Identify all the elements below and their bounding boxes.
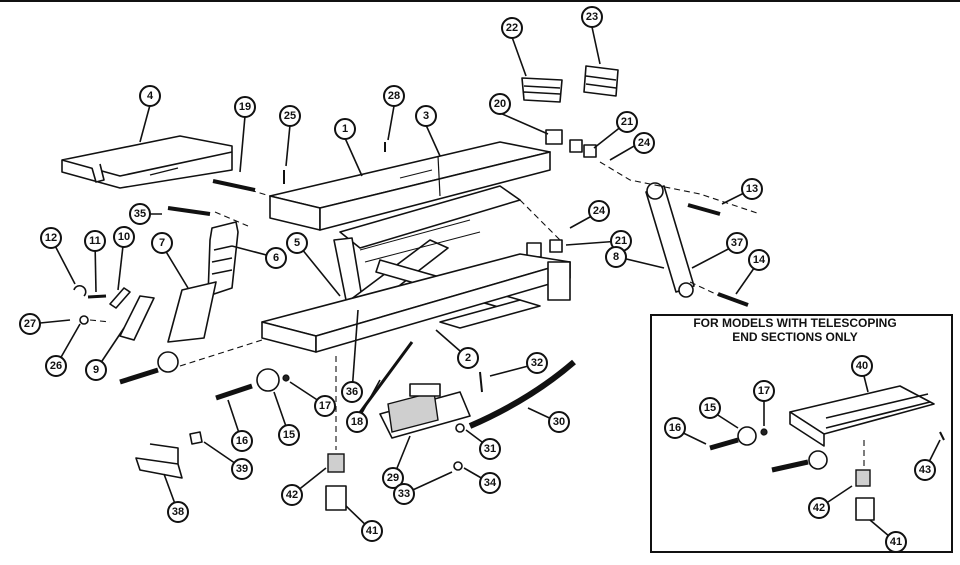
svg-text:3: 3 [422,110,430,122]
svg-text:16: 16 [668,422,682,434]
pad-22 [522,78,562,102]
callout-28 [384,86,404,106]
callout-35 [130,204,150,224]
svg-text:31: 31 [483,443,497,455]
latch-9 [120,296,154,340]
callout-16 [232,431,252,451]
hinge-20 [546,130,562,144]
inset-callout-16 [665,418,685,438]
callout-33 [394,484,414,504]
inset-callout-42 [809,498,829,518]
clip-12 [74,286,86,296]
callout-22 [502,18,522,38]
bracket-10 [110,288,130,308]
nut-17 [283,375,289,381]
extension-platform [62,136,232,188]
callout-8 [606,247,626,267]
inset-callout-17 [754,381,774,401]
telescoping-inset [651,315,952,552]
callout-5 [287,233,307,253]
pad-23 [584,66,618,96]
svg-text:28: 28 [387,90,401,102]
svg-text:24: 24 [637,137,651,149]
callout-2 [458,348,478,368]
svg-text:41: 41 [365,525,379,537]
svg-text:39: 39 [235,463,249,475]
svg-text:23: 23 [585,11,599,23]
callout-27 [20,314,40,334]
callout-39 [232,459,252,479]
svg-text:35: 35 [133,208,147,220]
bolt-39 [190,432,202,444]
svg-text:27: 27 [23,318,37,330]
pin-13 [688,205,720,214]
callout-30 [549,412,569,432]
svg-text:16: 16 [235,435,249,447]
svg-text:5: 5 [293,237,301,249]
svg-text:18: 18 [350,416,364,428]
svg-text:10: 10 [117,231,131,243]
callout-36 [342,382,362,402]
callout-12 [41,228,61,248]
callout-38 [168,502,188,522]
svg-text:24: 24 [592,205,606,217]
hinge-21a [570,140,582,152]
svg-text:17: 17 [318,400,332,412]
callout-15 [279,425,299,445]
bolt-left [120,370,158,382]
svg-text:21: 21 [620,116,634,128]
callout-24-mid [589,201,609,221]
svg-text:34: 34 [483,477,497,489]
callout-24-top [634,133,654,153]
svg-text:7: 7 [158,237,166,249]
callout-4 [140,86,160,106]
inset-callout-15 [700,398,720,418]
svg-text:20: 20 [493,98,507,110]
pin-14 [718,294,748,305]
callout-31 [480,439,500,459]
callout-37 [727,233,747,253]
svg-text:42: 42 [285,489,299,501]
hinge-21d [550,240,562,252]
svg-text:38: 38 [171,506,185,518]
svg-text:6: 6 [272,252,280,264]
bracket-38 [136,444,182,478]
svg-text:9: 9 [92,364,100,376]
callout-11 [85,231,105,251]
inset-title-line1: FOR MODELS WITH TELESCOPING [693,316,897,330]
strut-8-37 [646,183,694,297]
callout-14 [749,250,769,270]
svg-text:40: 40 [855,360,869,372]
svg-text:17: 17 [757,385,771,397]
callout-41 [362,521,382,541]
spring-42 [328,454,344,472]
callout-9 [86,360,106,380]
svg-text:41: 41 [889,536,903,548]
svg-text:25: 25 [283,110,297,122]
svg-text:14: 14 [752,254,766,266]
svg-text:32: 32 [530,357,544,369]
svg-text:22: 22 [505,22,519,34]
block-41 [326,486,346,510]
callout-32 [527,353,547,373]
pin-19 [213,181,255,190]
svg-text:36: 36 [345,386,359,398]
callout-25 [280,106,300,126]
svg-text:12: 12 [44,232,58,244]
inset-callout-41 [886,532,906,552]
callout-1 [335,119,355,139]
pin-35 [168,208,210,214]
svg-text:26: 26 [49,360,63,372]
inset-callout-40 [852,356,872,376]
svg-text:37: 37 [730,237,744,249]
inset-title-line2: END SECTIONS ONLY [732,330,858,344]
svg-text:1: 1 [341,123,349,135]
svg-text:19: 19 [238,101,252,113]
svg-text:4: 4 [146,90,154,102]
callout-34 [480,473,500,493]
roller-15 [257,369,279,391]
svg-text:30: 30 [552,416,566,428]
svg-text:15: 15 [282,429,296,441]
washer-26 [80,316,88,324]
callout-10 [114,227,134,247]
svg-text:2: 2 [464,352,472,364]
roller-left [158,352,178,372]
svg-text:8: 8 [612,251,620,263]
svg-text:11: 11 [89,235,101,247]
callout-21-top [617,112,637,132]
svg-text:43: 43 [918,464,932,476]
callout-7 [152,233,172,253]
hinge-21b [584,145,596,157]
callout-13 [742,179,762,199]
lock-arm-7 [168,282,216,342]
callout-42 [282,485,302,505]
svg-text:42: 42 [812,502,826,514]
callout-26 [46,356,66,376]
callout-23 [582,7,602,27]
callout-3 [416,106,436,126]
callout-19 [235,97,255,117]
svg-text:29: 29 [386,472,400,484]
svg-text:13: 13 [745,183,759,195]
callout-20 [490,94,510,114]
bolt-16 [216,386,252,398]
callout-6 [266,248,286,268]
svg-text:33: 33 [397,488,411,500]
svg-text:21: 21 [614,235,628,247]
inset-callout-43 [915,460,935,480]
pin-11 [88,296,106,297]
callout-17 [315,396,335,416]
callout-18 [347,412,367,432]
svg-text:15: 15 [703,402,717,414]
